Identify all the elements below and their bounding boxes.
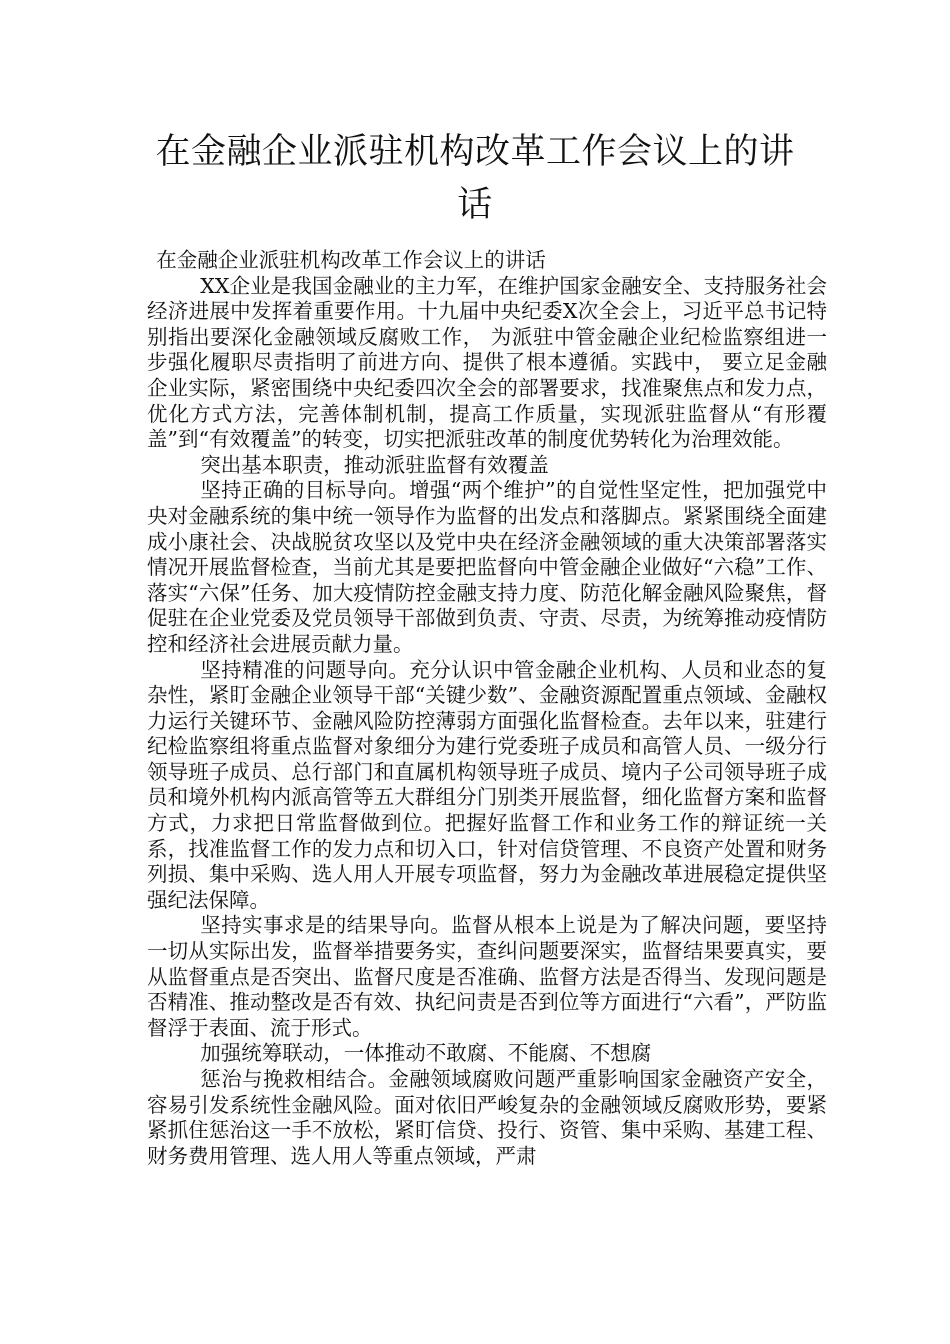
paragraph-target-orientation: 坚持正确的目标导向。增强“两个维护”的自觉性坚定性，把加强党中央对金融系统的集中统一领导作为监督的出发点和落脚点。紧紧围绕全面建成小康社会、决战脱贫攻坚以及党中央在经济金融领域的重大决策部署落实情况开展监督检查，当前尤其是要把监督向中管金融企业做好“六稳”工作、落实“六保”任务、加大疫情防控金融支持力度、防范化解金融风险聚焦，督促驻在企业党委及党员领导干部做到负责、守责、尽责，为统筹推动疫情防控和经济社会进展贡献力量。 [147,478,827,656]
document-subtitle: 在金融企业派驻机构改革工作会议上的讲话 [156,248,546,272]
document-title: 在金融企业派驻机构改革工作会议上的讲话 [155,132,795,225]
paragraph-punishment-rescue: 惩治与挽救相结合。金融领域腐败问题严重影响国家金融资产安全，容易引发系统性金融风险。面对依旧严峻复杂的金融领域反腐败形势，要紧紧抓住惩治这一手不放松，紧盯信贷、投行、资管、集中采购、基建工程、财务费用管理、选人用人等重点领域，严肃 [147,1067,827,1168]
section-heading-1: 突出基本职责，推动派驻监督有效覆盖 [200,452,549,477]
document-body [147,248,827,1169]
paragraph-problem-orientation: 坚持精准的问题导向。充分认识中管金融企业机构、人员和业态的复杂性，紧盯金融企业领导干部“关键少数”、金融资源配置重点领域、金融权力运行关键环节、金融风险防控薄弱方面强化监督检查。去年以来，驻建行纪检监察组将重点监督对象细分为建行党委班子成员和高管人员、一级分行领导班子成员、总行部门和直属机构领导班子成员、境内子公司领导班子成员和境外机构内派高管等五大群组分门别类开展监督，细化监督方案和监督方式，力求把日常监督做到位。把握好监督工作和业务工作的辩证统一关系，找准监督工作的发力点和切入口，针对信贷管理、不良资产处置和财务列损、集中采购、选人用人开展专项监督，努力为金融改革进展稳定提供坚强纪法保障。 [147,657,827,912]
paragraph-intro: XX企业是我国金融业的主力军，在维护国家金融安全、支持服务社会经济进展中发挥着重要作用。十九届中央纪委X次全会上，习近平总书记特别指出要深化金融领域反腐败工作， 为派驻中管金融企业纪检监察组进一步强化履职尽责指明了前进方向、提供了根本遵循。实践中， 要立足金融企业实际，紧密围绕中央纪委四次全会的部署要求，找准聚焦点和发力点，优化方式方法，完善体制机制，提高工作质量，实现派驻监督从“有形覆盖”到“有效覆盖”的转变，切实把派驻改革的制度优势转化为治理效能。 [147,273,827,452]
section-heading-2: 加强统筹联动，一体推动不敢腐、不能腐、不想腐 [200,1041,652,1066]
paragraph-result-orientation: 坚持实事求是的结果导向。监督从根本上说是为了解决问题，要坚持一切从实际出发，监督举措要务实，查纠问题要深实，监督结果要真实，要从监督重点是否突出、监督尺度是否准确、监督方法是否得当、发现问题是否精准、推动整改是否有效、执纪问责是否到位等方面进行“六看”，严防监督浮于表面、流于形式。 [147,913,827,1040]
